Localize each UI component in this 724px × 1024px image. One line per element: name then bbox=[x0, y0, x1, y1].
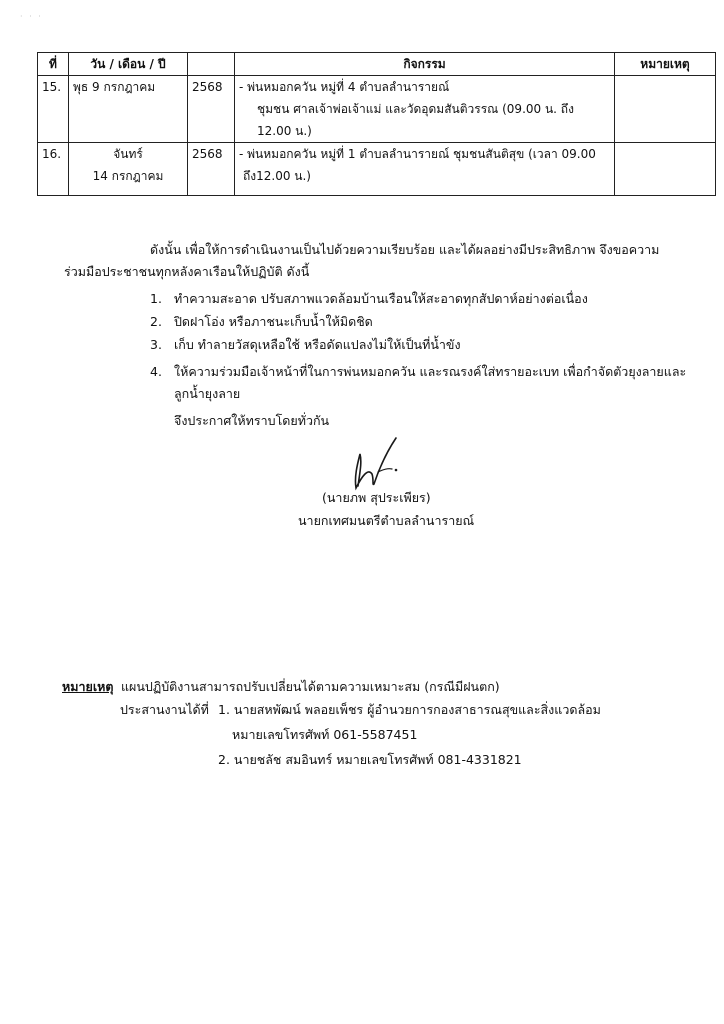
row-note bbox=[615, 143, 716, 196]
row-activity-line1: - พ่นหมอกควัน หมู่ที่ 1 ตำบลลำนารายณ์ ชุมชนสันติสุข (เวลา 09.00 bbox=[239, 147, 596, 161]
schedule-table bbox=[37, 52, 716, 196]
list-item-number: 3. bbox=[150, 337, 162, 352]
list-item-number: 1. bbox=[150, 291, 162, 306]
scan-artifact: · · · bbox=[20, 12, 43, 21]
row-note bbox=[615, 76, 716, 143]
row-activity-line2: ถึง12.00 น.) bbox=[243, 169, 311, 183]
coordination-label: ประสานงานได้ที่ bbox=[120, 702, 209, 717]
row-activity-line1: - พ่นหมอกควัน หมู่ที่ 4 ตำบลลำนารายณ์ bbox=[239, 80, 450, 94]
row-year: 2568 bbox=[188, 143, 235, 196]
list-item-number: 2. bbox=[150, 314, 162, 329]
header-date: วัน / เดือน / ปี bbox=[69, 53, 188, 76]
signature-image bbox=[344, 432, 414, 494]
list-item-text: ปิดฝาโอ่ง หรือภาชนะเก็บน้ำให้มิดชิด bbox=[174, 314, 373, 329]
table-row bbox=[38, 143, 716, 196]
table-row bbox=[38, 76, 716, 143]
signatory-title: นายกเทศมนตรีตำบลลำนารายณ์ bbox=[298, 513, 475, 528]
header-year bbox=[188, 53, 235, 76]
row-activity bbox=[235, 143, 615, 196]
header-no: ที่ bbox=[38, 53, 69, 76]
remarks-text: แผนปฏิบัติงานสามารถปรับเปลี่ยนได้ตามความเหมาะสม (กรณีมีฝนตก) bbox=[121, 679, 500, 694]
row-date-line1: พุธ 9 กรกฎาคม bbox=[73, 80, 156, 94]
remarks-label: หมายเหตุ bbox=[62, 679, 114, 694]
row-activity bbox=[235, 76, 615, 143]
header-activity: กิจกรรม bbox=[235, 53, 615, 76]
body-paragraph-line2: ร่วมมือประชาชนทุกหลังคาเรือนให้ปฏิบัติ ดังนี้ bbox=[64, 264, 310, 279]
closing-statement: จึงประกาศให้ทราบโดยทั่วกัน bbox=[174, 413, 330, 428]
list-item-continuation: ลูกน้ำยุงลาย bbox=[174, 386, 241, 401]
row-date-line2: 14 กรกฎาคม bbox=[92, 169, 164, 183]
list-item-text: เก็บ ทำลายวัสดุเหลือใช้ หรือดัดแปลงไม่ให้เป็นที่น้ำขัง bbox=[174, 337, 461, 352]
list-item-number: 4. bbox=[150, 364, 162, 379]
row-year: 2568 bbox=[188, 76, 235, 143]
row-activity-line2: ชุมชน ศาลเจ้าพ่อเจ้าแม่ และวัดอุดมสันติวรรณ (09.00 น. ถึง 12.00 น.) bbox=[257, 102, 574, 138]
list-item-text: ให้ความร่วมมือเจ้าหน้าที่ในการพ่นหมอกควัน และรณรงค์ใส่ทรายอะเบท เพื่อกำจัดตัวยุงลายและ bbox=[174, 364, 687, 379]
body-paragraph-line1: ดังนั้น เพื่อให้การดำเนินงานเป็นไปด้วยความเรียบร้อย และได้ผลอย่างมีประสิทธิภาพ จึงขอความ bbox=[150, 242, 660, 257]
header-note: หมายเหตุ bbox=[615, 53, 716, 76]
row-date bbox=[69, 143, 188, 196]
row-date bbox=[69, 76, 188, 143]
contact-1: 1. นายสหพัฒน์ พลอยเพ็ชร ผู้อำนวยการกองสาธารณสุขและสิ่งแวดล้อม bbox=[218, 702, 601, 717]
contact-1-phone: หมายเลขโทรศัพท์ 061-5587451 bbox=[232, 727, 418, 742]
signatory-name: (นายภพ สุประเพียร) bbox=[322, 490, 431, 505]
row-date-line1: จันทร์ bbox=[113, 147, 143, 161]
row-number: 15. bbox=[38, 76, 69, 143]
contact-2: 2. นายชลัช สมอินทร์ หมายเลขโทรศัพท์ 081-4331821 bbox=[218, 752, 522, 767]
table-header-row bbox=[38, 53, 716, 76]
list-item-text: ทำความสะอาด ปรับสภาพแวดล้อมบ้านเรือนให้สะอาดทุกสัปดาห์อย่างต่อเนื่อง bbox=[174, 291, 588, 306]
row-number: 16. bbox=[38, 143, 69, 196]
